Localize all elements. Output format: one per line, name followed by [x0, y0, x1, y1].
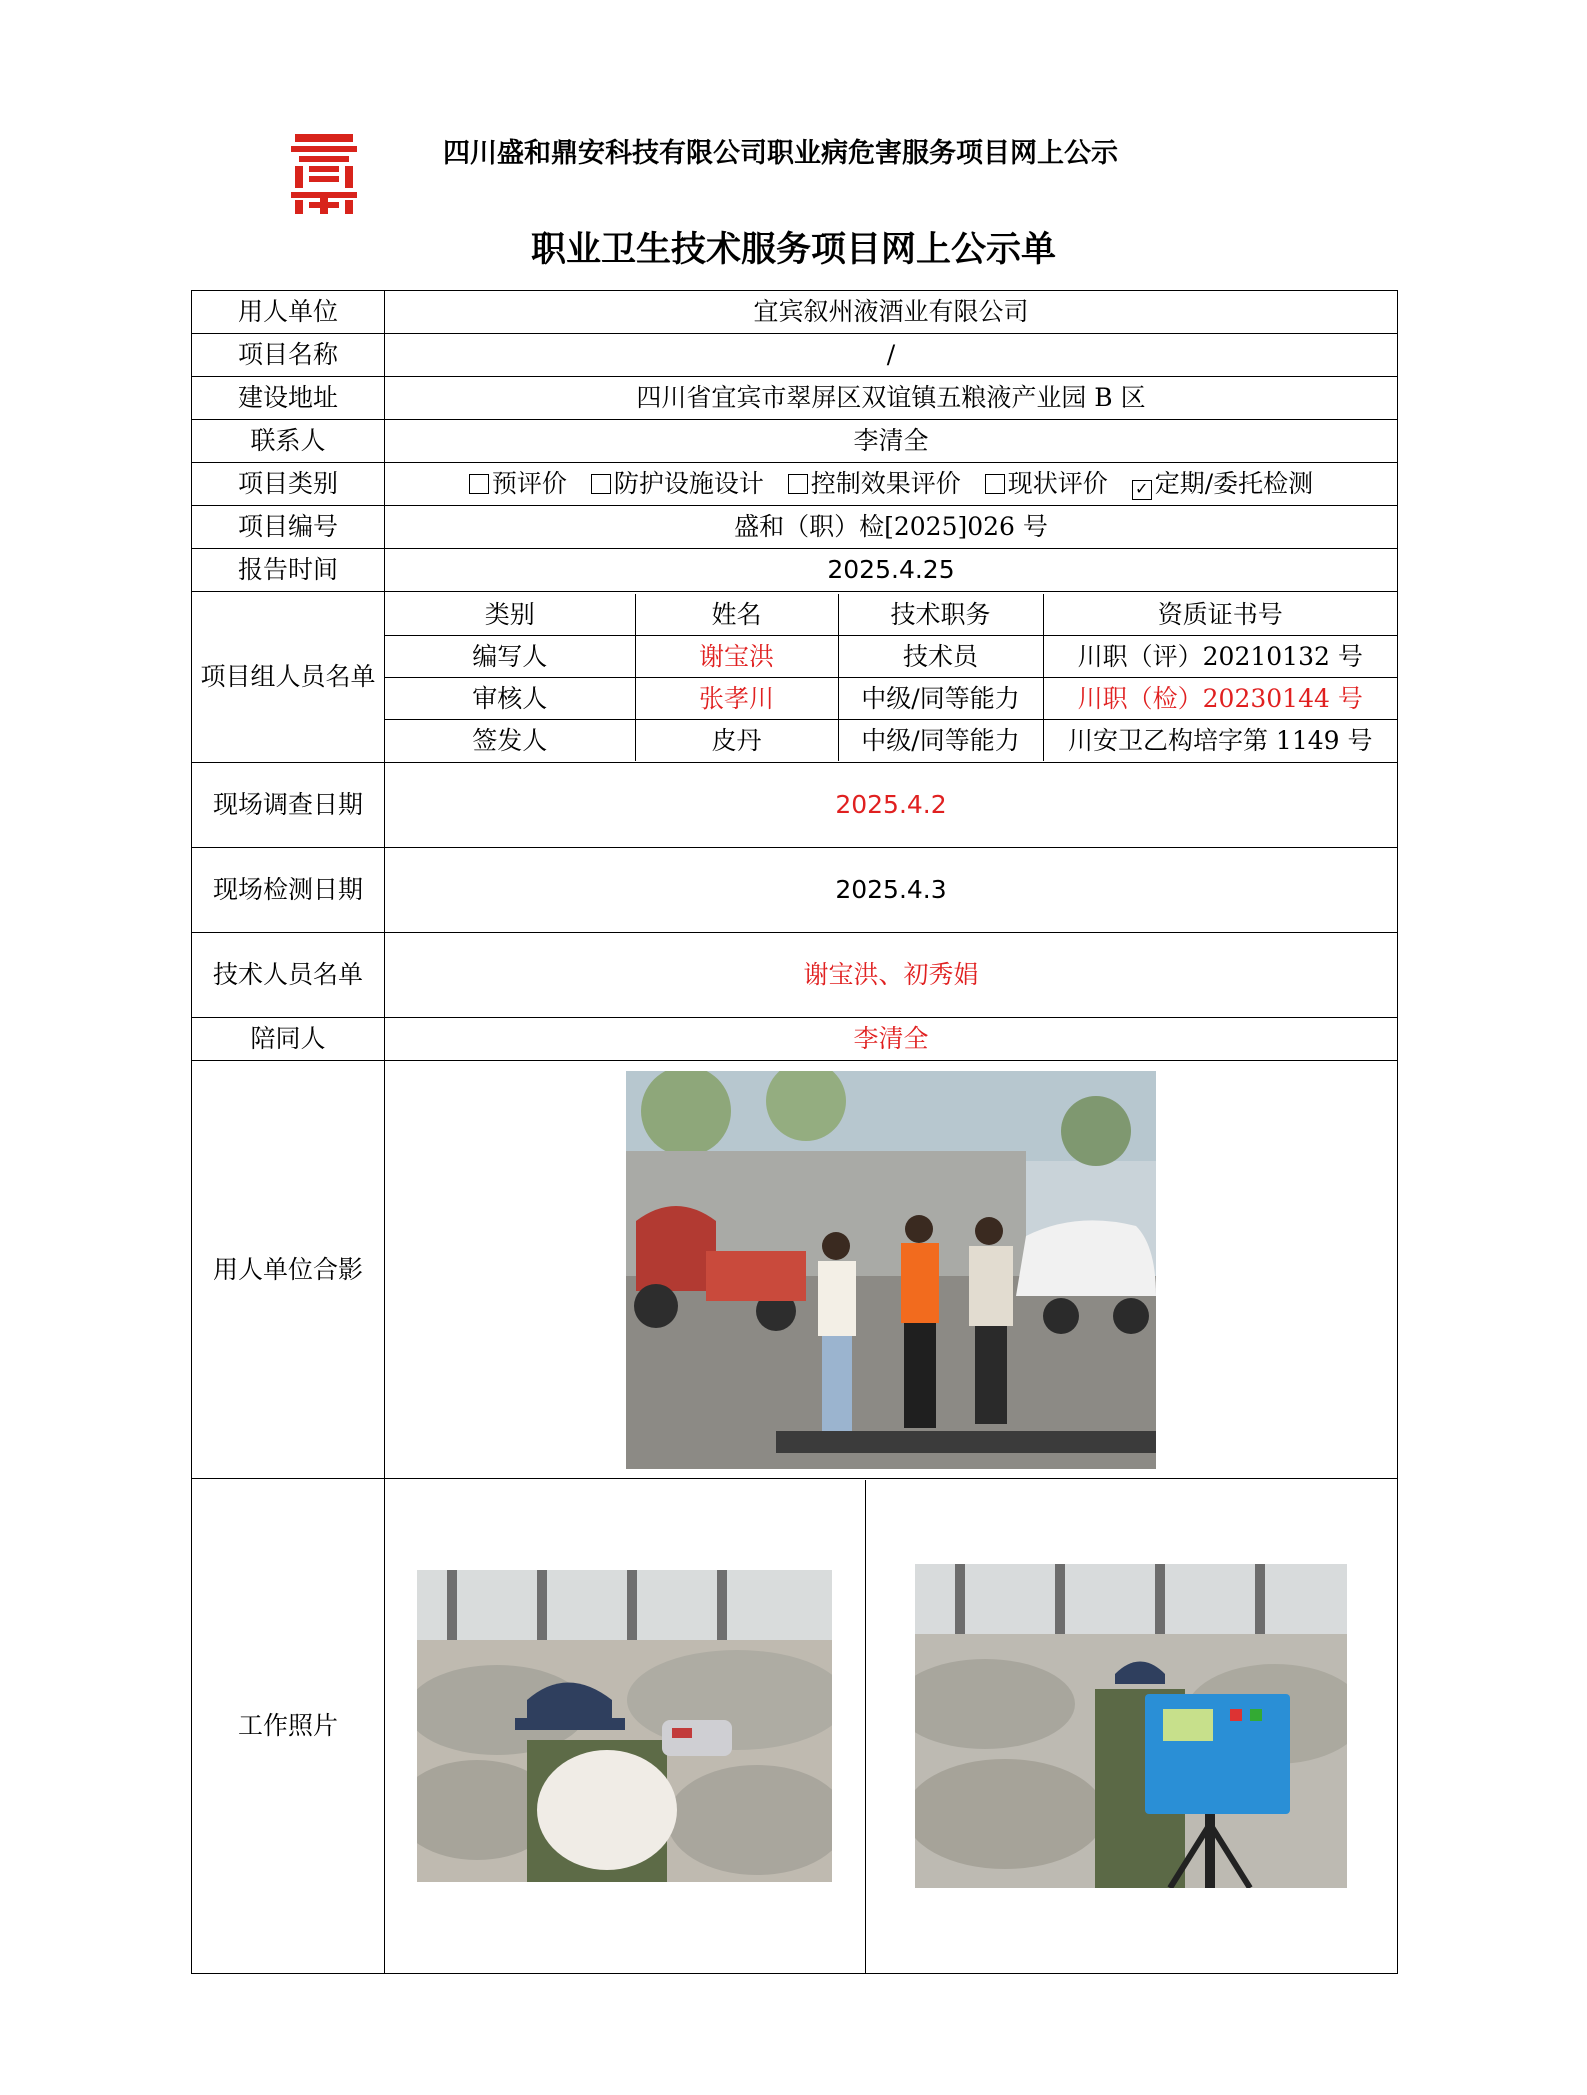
- survey-date-value: 2025.4.2: [385, 763, 1398, 848]
- checkbox-checked: ✓: [1132, 480, 1152, 500]
- page-header: [285, 118, 1385, 218]
- test-date-value: 2025.4.3: [385, 848, 1398, 933]
- team-label: 项目组人员名单: [192, 592, 385, 763]
- checkbox: [469, 474, 489, 494]
- category-option: 控制效果评价: [788, 469, 961, 498]
- team-row: 编写人 谢宝洪 技术员 川职（评）20210132 号: [385, 635, 1397, 677]
- checkbox: [985, 474, 1005, 494]
- report-time-value: 2025.4.25: [385, 549, 1398, 592]
- survey-date-label: 现场调查日期: [192, 763, 385, 848]
- employer-label: 用人单位: [192, 291, 385, 334]
- category-option: ✓ 定期/委托检测: [1132, 469, 1313, 498]
- team-table: [385, 594, 1397, 761]
- work-photo-1: [417, 1570, 832, 1882]
- group-photo: [626, 1071, 1156, 1469]
- category-option: 防护设施设计: [591, 469, 764, 498]
- notice-table: [191, 290, 1398, 1974]
- team-header-name: 姓名: [635, 594, 838, 636]
- category-options: [385, 463, 1398, 506]
- team-row: 审核人 张孝川 中级/同等能力 川职（检）20230144 号: [385, 677, 1397, 719]
- contact-value: 李清全: [385, 420, 1398, 463]
- project-name-value: /: [385, 334, 1398, 377]
- escort-label: 陪同人: [192, 1018, 385, 1061]
- escort-value: 李清全: [385, 1018, 1398, 1061]
- category-option: 预评价: [469, 469, 567, 498]
- work-photo-label: 工作照片: [192, 1479, 385, 1974]
- team-header-role: 类别: [385, 594, 635, 636]
- checkbox: [591, 474, 611, 494]
- test-date-label: 现场检测日期: [192, 848, 385, 933]
- team-header-cert: 资质证书号: [1043, 594, 1397, 636]
- company-notice-title: 四川盛和鼎安科技有限公司职业病危害服务项目网上公示: [443, 138, 1118, 169]
- project-no-label: 项目编号: [192, 506, 385, 549]
- work-photo-2: [915, 1564, 1347, 1888]
- employer-value: 宜宾叙州液酒业有限公司: [385, 291, 1398, 334]
- category-label: 项目类别: [192, 463, 385, 506]
- address-label: 建设地址: [192, 377, 385, 420]
- category-option: 现状评价: [985, 469, 1108, 498]
- project-no-value: 盛和（职）检[2025]026 号: [385, 506, 1398, 549]
- work-photo-table: [385, 1480, 1397, 1973]
- project-name-label: 项目名称: [192, 334, 385, 377]
- team-row: 签发人 皮丹 中级/同等能力 川安卫乙构培字第 1149 号: [385, 719, 1397, 761]
- tech-staff-label: 技术人员名单: [192, 933, 385, 1018]
- company-logo: [285, 128, 363, 216]
- tech-staff-value: 谢宝洪、初秀娟: [385, 933, 1398, 1018]
- contact-label: 联系人: [192, 420, 385, 463]
- team-header-title: 技术职务: [838, 594, 1043, 636]
- group-photo-label: 用人单位合影: [192, 1061, 385, 1479]
- checkbox: [788, 474, 808, 494]
- address-value: 四川省宜宾市翠屏区双谊镇五粮液产业园 B 区: [385, 377, 1398, 420]
- document-title: 职业卫生技术服务项目网上公示单: [530, 230, 1056, 270]
- report-time-label: 报告时间: [192, 549, 385, 592]
